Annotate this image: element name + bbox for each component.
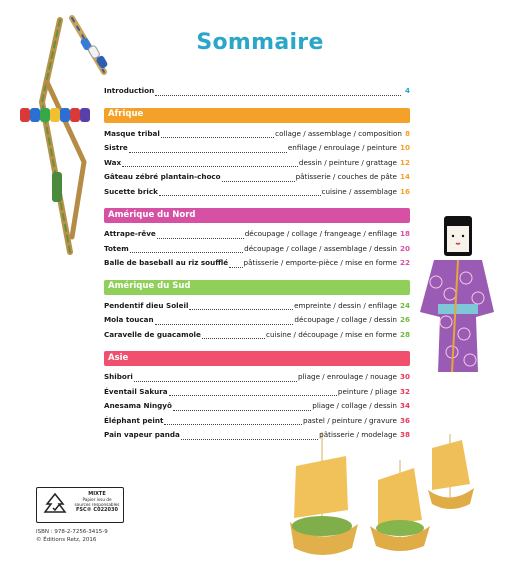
dot-leader — [189, 309, 293, 310]
section-heading-label: Amérique du Sud — [108, 281, 191, 291]
fsc-line2: sources responsables — [74, 502, 120, 507]
toc-entry[interactable] — [104, 430, 410, 445]
section-heading — [104, 108, 410, 123]
entry-page-number: 16 — [399, 186, 410, 196]
toc-entry[interactable] — [104, 229, 410, 244]
page-title: Sommaire — [196, 30, 324, 55]
entry-page-number: 38 — [399, 430, 410, 439]
anesama-ningyo-doll-image — [416, 212, 498, 380]
entry-techniques: empreinte / dessin / enfilage — [294, 300, 397, 310]
section-heading-label: Afrique — [108, 109, 144, 119]
toc-entry[interactable] — [104, 315, 410, 330]
fsc-code: FSC® C022030 — [76, 507, 118, 513]
publisher: © Éditions Retz, 2016 — [36, 537, 97, 543]
entry-title: Masque tribal — [104, 128, 160, 138]
dot-leader — [157, 238, 244, 239]
toc-entry[interactable] — [104, 129, 410, 144]
toc-entry[interactable] — [104, 301, 410, 316]
entry-page-number: 36 — [399, 415, 410, 425]
toc-entry[interactable] — [104, 158, 410, 173]
entry-page-number: 26 — [399, 315, 410, 324]
dot-leader — [155, 324, 294, 325]
section-heading — [104, 351, 410, 366]
section-heading-label: Asie — [108, 352, 129, 363]
entry-title: Pain vapeur panda — [104, 430, 180, 439]
dot-leader — [130, 252, 243, 253]
dot-leader — [229, 267, 242, 268]
entry-techniques: pâtisserie / emporte-pièce / mise en forme — [243, 258, 397, 267]
toc-entry[interactable] — [104, 258, 410, 273]
entry-page-number: 30 — [399, 372, 410, 381]
dot-leader — [155, 95, 401, 96]
entry-techniques: pâtisserie / modelage — [319, 430, 397, 439]
fsc-label — [36, 487, 124, 523]
entry-techniques: découpage / collage / assemblage / dessin — [244, 243, 397, 253]
toc-entry[interactable] — [104, 401, 410, 416]
entry-title: Caravelle de guacamole — [104, 329, 201, 339]
entry-title: Éléphant peint — [104, 415, 164, 425]
fsc-tree-logo-icon — [41, 492, 69, 518]
entry-techniques: découpage / collage / frangeage / enfilage — [244, 229, 397, 238]
sistre-craft-image — [12, 12, 112, 262]
entry-title: Wax — [104, 157, 122, 167]
dot-leader — [181, 439, 318, 440]
entry-title: Sistre — [104, 143, 128, 152]
entry-title: Mola toucan — [104, 315, 154, 324]
entry-page-number: 32 — [399, 386, 410, 396]
entry-techniques: cuisine / assemblage — [321, 186, 397, 196]
entry-title: Pendentif dieu Soleil — [104, 300, 189, 310]
entry-techniques: pliage / collage / dessin — [312, 401, 397, 410]
entry-page-number: 8 — [404, 128, 410, 138]
entry-page-number: 28 — [399, 329, 410, 339]
toc-entry[interactable] — [104, 187, 410, 202]
entry-title: Anesama Ningyô — [104, 401, 172, 410]
dot-leader — [222, 181, 295, 182]
dot-leader — [169, 395, 337, 396]
fsc-text — [73, 491, 121, 513]
entry-techniques: peinture / pliage — [337, 386, 397, 396]
copyright-block — [36, 528, 108, 544]
caravelle-guacamole-image — [282, 430, 482, 560]
entry-page-number: 18 — [399, 229, 410, 238]
dot-leader — [202, 338, 265, 339]
entry-title: Attrape-rêve — [104, 229, 156, 238]
section-heading — [104, 280, 410, 295]
entry-title: Éventail Sakura — [104, 386, 168, 396]
entry-title: Totem — [104, 243, 129, 253]
entry-title: Balle de baseball au riz soufflé — [104, 258, 229, 267]
entry-techniques: découpage / collage / dessin — [294, 315, 397, 324]
dot-leader — [173, 410, 311, 411]
dot-leader — [129, 152, 287, 153]
section-heading — [104, 208, 410, 223]
entry-techniques: pâtisserie / couches de pâte — [295, 172, 397, 181]
entry-page-number: 4 — [404, 86, 410, 95]
entry-page-number: 34 — [399, 401, 410, 410]
entry-page-number: 24 — [399, 300, 410, 310]
entry-title: Gâteau zébré plantain-choco — [104, 172, 221, 181]
toc-entry[interactable] — [104, 387, 410, 402]
fsc-line1: Papier issu de — [82, 497, 112, 502]
entry-page-number: 20 — [399, 243, 410, 253]
toc-entry[interactable] — [104, 244, 410, 259]
entry-techniques: cuisine / découpage / mise en forme — [266, 329, 397, 339]
table-of-contents — [104, 86, 410, 445]
dot-leader — [159, 195, 321, 196]
entry-page-number: 14 — [399, 172, 410, 181]
dot-leader — [164, 424, 302, 425]
dot-leader — [122, 166, 298, 167]
dot-leader — [161, 137, 274, 138]
entry-techniques: enfilage / enroulage / peinture — [287, 143, 397, 152]
section-heading-label: Amérique du Nord — [108, 209, 196, 220]
toc-entry[interactable] — [104, 143, 410, 158]
toc-entry-introduction[interactable] — [104, 86, 410, 101]
entry-page-number: 12 — [399, 157, 410, 167]
toc-entry[interactable] — [104, 416, 410, 431]
isbn: ISBN : 978-2-7256-3415-9 — [36, 529, 108, 535]
toc-entry[interactable] — [104, 172, 410, 187]
entry-techniques: dessin / peinture / grattage — [298, 157, 397, 167]
fsc-mixte-label: MIXTE — [88, 491, 106, 497]
entry-page-number: 10 — [399, 143, 410, 152]
entry-title: Sucette brick — [104, 186, 158, 196]
toc-entry[interactable] — [104, 372, 410, 387]
toc-sections — [104, 108, 410, 445]
entry-page-number: 22 — [399, 258, 410, 267]
entry-title: Shibori — [104, 372, 133, 381]
toc-entry[interactable] — [104, 330, 410, 345]
entry-techniques: pliage / enroulage / nouage — [298, 372, 397, 381]
dot-leader — [134, 381, 297, 382]
entry-techniques: collage / assemblage / composition — [275, 128, 402, 138]
entry-title: Introduction — [104, 86, 155, 95]
entry-techniques: pastel / peinture / gravure — [302, 415, 397, 425]
